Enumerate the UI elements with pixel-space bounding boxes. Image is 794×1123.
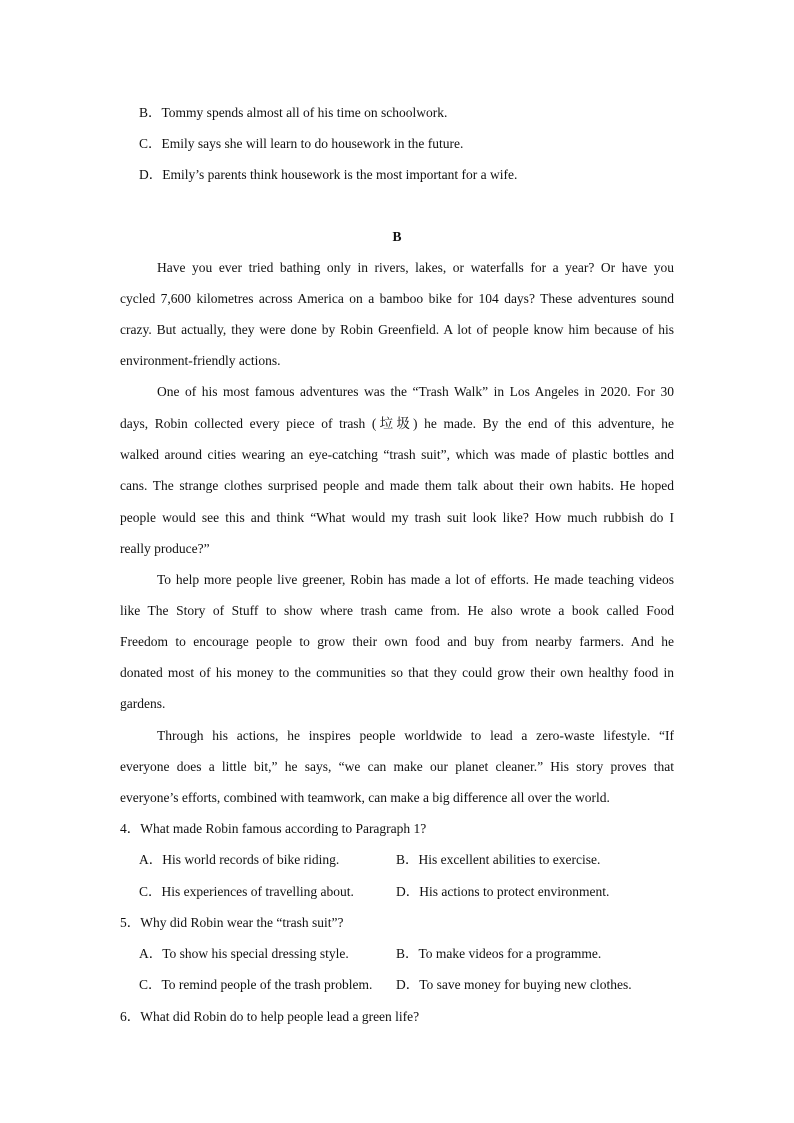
option-b: B．His excellent abilities to exercise. xyxy=(396,852,601,867)
section-title: B xyxy=(392,229,402,244)
passage-line: environment-friendly actions. xyxy=(120,353,281,368)
passage-line: really produce?” xyxy=(120,541,210,556)
option-c: C．His experiences of travelling about. xyxy=(139,884,354,899)
option-d: D．His actions to protect environment. xyxy=(396,884,610,899)
passage-line: like The Story of Stuff to show where trash came from. He also wrote a book called Food xyxy=(120,603,674,618)
passage-line: cycled 7,600 kilometres across America on a bamboo bike for 104 days? These adventures sound xyxy=(120,291,674,306)
passage-line: cans. The strange clothes surprised people and made them talk about their own habits. He hoped xyxy=(120,478,674,493)
option-d-prev: D．Emily’s parents think housework is the most important for a wife. xyxy=(139,167,518,182)
option-c-prev: C．Emily says she will learn to do housework in the future. xyxy=(139,136,464,151)
option-b-prev: B．Tommy spends almost all of his time on schoolwork. xyxy=(139,105,448,120)
passage-line: To help more people live greener, Robin has made a lot of efforts. He made teaching videos xyxy=(157,572,674,587)
option-d: D．To save money for buying new clothes. xyxy=(396,977,632,992)
option-c: C．To remind people of the trash problem. xyxy=(139,977,373,992)
passage-line: donated most of his money to the communities so that they could grow their own healthy food in xyxy=(120,665,674,680)
passage-line: One of his most famous adventures was the “Trash Walk” in Los Angeles in 2020. For 30 xyxy=(157,384,674,399)
question-stem: 6．What did Robin do to help people lead a green life? xyxy=(120,1009,420,1024)
passage-line: everyone does a little bit,” he says, “we can make our planet cleaner.” His story proves that xyxy=(120,759,674,774)
option-b: B．To make videos for a programme. xyxy=(396,946,602,961)
question-stem: 5．Why did Robin wear the “trash suit”? xyxy=(120,915,344,930)
option-a: A．His world records of bike riding. xyxy=(139,852,340,867)
passage-line: people would see this and think “What would my trash suit look like? How much rubbish do I xyxy=(120,510,674,525)
passage-line: Freedom to encourage people to grow their own food and buy from nearby farmers. And he xyxy=(120,634,674,649)
passage-line: Through his actions, he inspires people worldwide to lead a zero-waste lifestyle. “If xyxy=(157,728,674,743)
passage-line: everyone’s efforts, combined with teamwork, can make a big difference all over the world. xyxy=(120,790,610,805)
passage-line: days, Robin collected every piece of trash (垃圾) he made. By the end of this adventure, he xyxy=(120,416,674,431)
option-a: A．To show his special dressing style. xyxy=(139,946,349,961)
passage-line: gardens. xyxy=(120,696,166,711)
passage-line: Have you ever tried bathing only in rivers, lakes, or waterfalls for a year? Or have you xyxy=(157,260,674,275)
question-stem: 4．What made Robin famous according to Paragraph 1? xyxy=(120,821,427,836)
passage-line: walked around cities wearing an eye-catching “trash suit”, which was made of plastic bottles and xyxy=(120,447,674,462)
passage-line: crazy. But actually, they were done by Robin Greenfield. A lot of people know him because of his xyxy=(120,322,674,337)
